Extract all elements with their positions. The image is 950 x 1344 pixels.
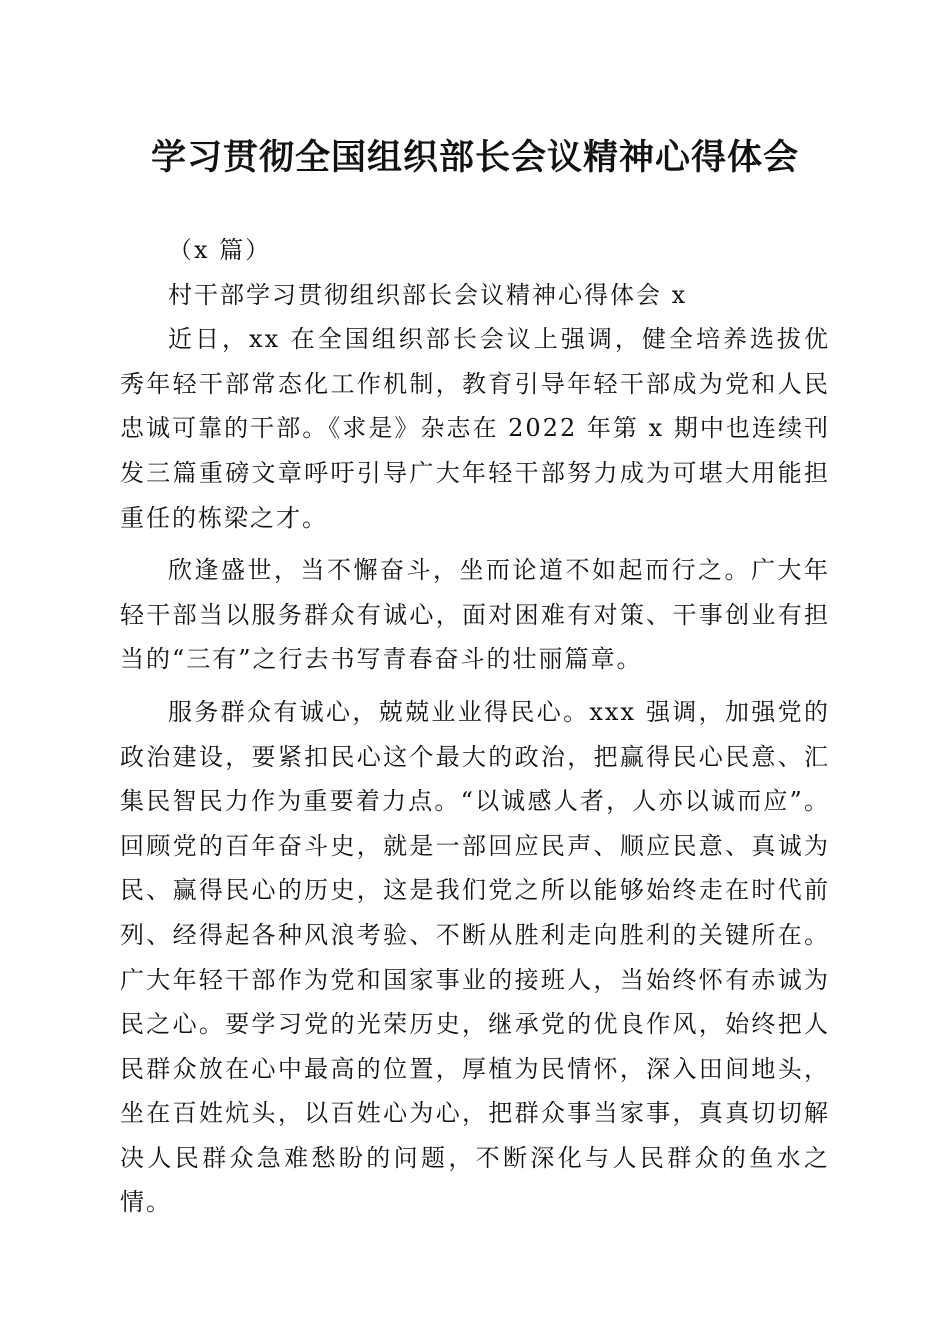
paragraph-1: 近日，xx 在全国组织部长会议上强调，健全培养选拔优秀年轻干部常态化工作机制，教育引导年轻干部成为党和人民忠诚可靠的干部。《求是》杂志在 2022 年第 x 期中也连续刊发三篇重磅文章呼吁引导广大年轻干部努力成为可堪大用能担重任的栋梁之才。 <box>120 325 830 532</box>
article-count-label: （x 篇） <box>168 236 272 264</box>
article-title: 村干部学习贯彻组织部长会议精神心得体会 x <box>168 280 688 309</box>
document-body <box>120 228 830 1225</box>
paragraph-2: 欣逢盛世，当不懈奋斗，坐而论道不如起而行之。广大年轻干部当以服务群众有诚心，面对困难有对策、干事创业有担当的“三有”之行去书写青春奋斗的壮丽篇章。 <box>120 556 830 674</box>
paragraph-3: 服务群众有诚心，兢兢业业得民心。xxx 强调，加强党的政治建设，要紧扣民心这个最大的政治，把赢得民心民意、汇集民智民力作为重要着力点。“以诚感人者，人亦以诚而应”。回顾党的百年奋斗史，就是一部回应民声、顺应民意、真诚为民、赢得民心的历史，这是我们党之所以能够始终走在时代前列、经得起各种风浪考验、不断从胜利走向胜利的关键所在。广大年轻干部作为党和国家事业的接班人，当始终怀有赤诚为民之心。要学习党的光荣历史，继承党的优良作风，始终把人民群众放在心中最高的位置，厚植为民情怀，深入田间地头，坐在百姓炕头，以百姓心为心，把群众事当家事，真真切切解决人民群众急难愁盼的问题，不断深化与人民群众的鱼水之情。 <box>120 697 830 1217</box>
document-title: 学习贯彻全国组织部长会议精神心得体会 <box>150 137 799 178</box>
